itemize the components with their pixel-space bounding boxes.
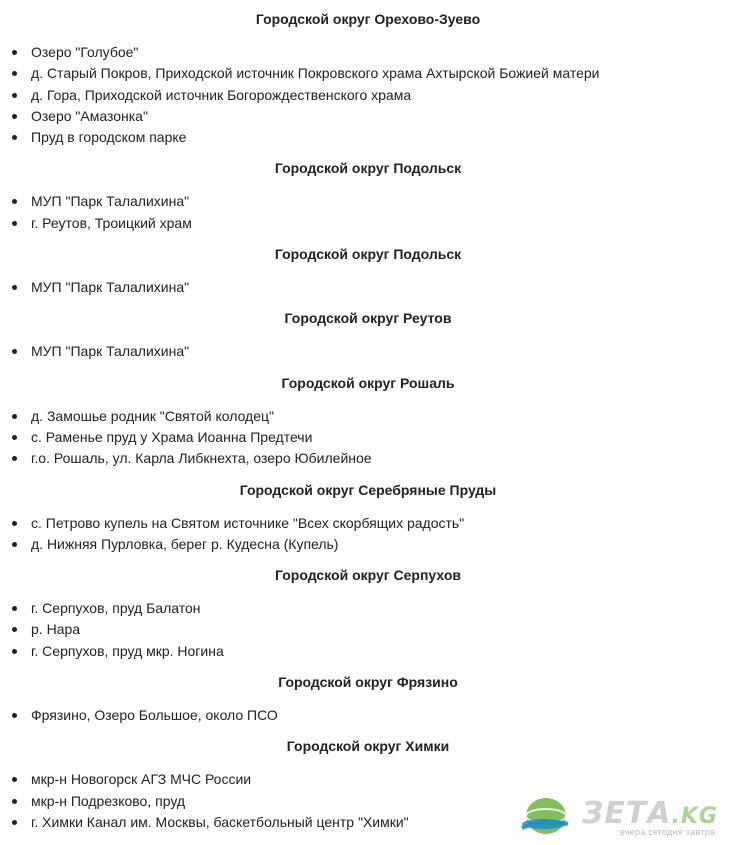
location-list [0,598,736,662]
list-item: г. Серпухов, пруд Балатон [31,598,736,619]
section-serpukhov [0,556,736,662]
section-heading: Городской округ Фрязино [278,674,458,691]
location-list [0,769,736,833]
list-item: г. Химки Канал им. Москвы, баскетбольный центр "Химки" [31,812,736,833]
list-item: МУП "Парк Талалихина" [31,277,736,298]
list-item: мкр-н Подрезково, пруд [31,791,736,812]
list-item: с. Раменье пруд у Храма Иоанна Предтечи [31,427,736,448]
section-heading: Городской округ Реутов [284,310,452,327]
section-roshal [0,364,736,470]
location-list [0,191,736,234]
location-list [0,341,736,362]
list-item: г. Реутов, Троицкий храм [31,213,736,234]
list-item: с. Петрово купель на Святом источнике "Всех скорбящих радость" [31,513,736,534]
section-reutov [0,299,736,362]
section-heading: Городской округ Орехово-Зуево [255,11,481,27]
list-item: р. Нара [31,619,736,640]
section-khimki [0,727,736,833]
watermark-tagline: вчера сегодня завтра [620,827,716,837]
section-heading: Городской округ Подольск [274,160,462,177]
list-item: д. Нижняя Пурловка, берег р. Кудесна (Купель) [31,534,736,555]
list-item: г. Серпухов, пруд мкр. Ногина [31,641,736,662]
list-item: д. Гора, Приходской источник Богорождественского храма [31,85,736,106]
section-serebryanye-prudy [0,471,736,556]
list-item: Озеро "Амазонка" [31,106,736,127]
location-list [0,277,736,298]
watermark-brand-name: ЗЕТА [582,796,672,831]
list-item: мкр-н Новогорск АГЗ МЧС России [31,769,736,790]
location-list [0,406,736,470]
section-fryazino [0,663,736,726]
section-heading: Городской округ Рошаль [281,374,455,391]
section-heading: Городской округ Подольск [274,246,462,263]
location-list [0,513,736,556]
section-heading: Городской округ Химки [286,738,450,755]
list-item: Фрязино, Озеро Большое, около ПСО [31,705,736,726]
location-list [0,705,736,726]
section-orekhovo-zuevo [0,0,736,148]
location-list [0,42,736,148]
list-item: Пруд в городском парке [31,127,736,148]
list-item: д. Замошье родник "Святой колодец" [31,406,736,427]
watermark-domain: .KG [671,804,718,829]
list-item: Озеро "Голубое" [31,42,736,63]
section-heading: Городской округ Серебряные Пруды [239,481,497,498]
list-item: МУП "Парк Талалихина" [31,341,736,362]
section-heading: Городской округ Серпухов [275,567,461,584]
list-item: д. Старый Покров, Приходской источник Покровского храма Ахтырской Божией матери [31,63,736,84]
section-podolsk [0,149,736,234]
list-item: МУП "Парк Талалихина" [31,191,736,212]
list-item: г.о. Рошаль, ул. Карла Либкнехта, озеро Юбилейное [31,448,736,469]
section-podolsk-2 [0,235,736,298]
